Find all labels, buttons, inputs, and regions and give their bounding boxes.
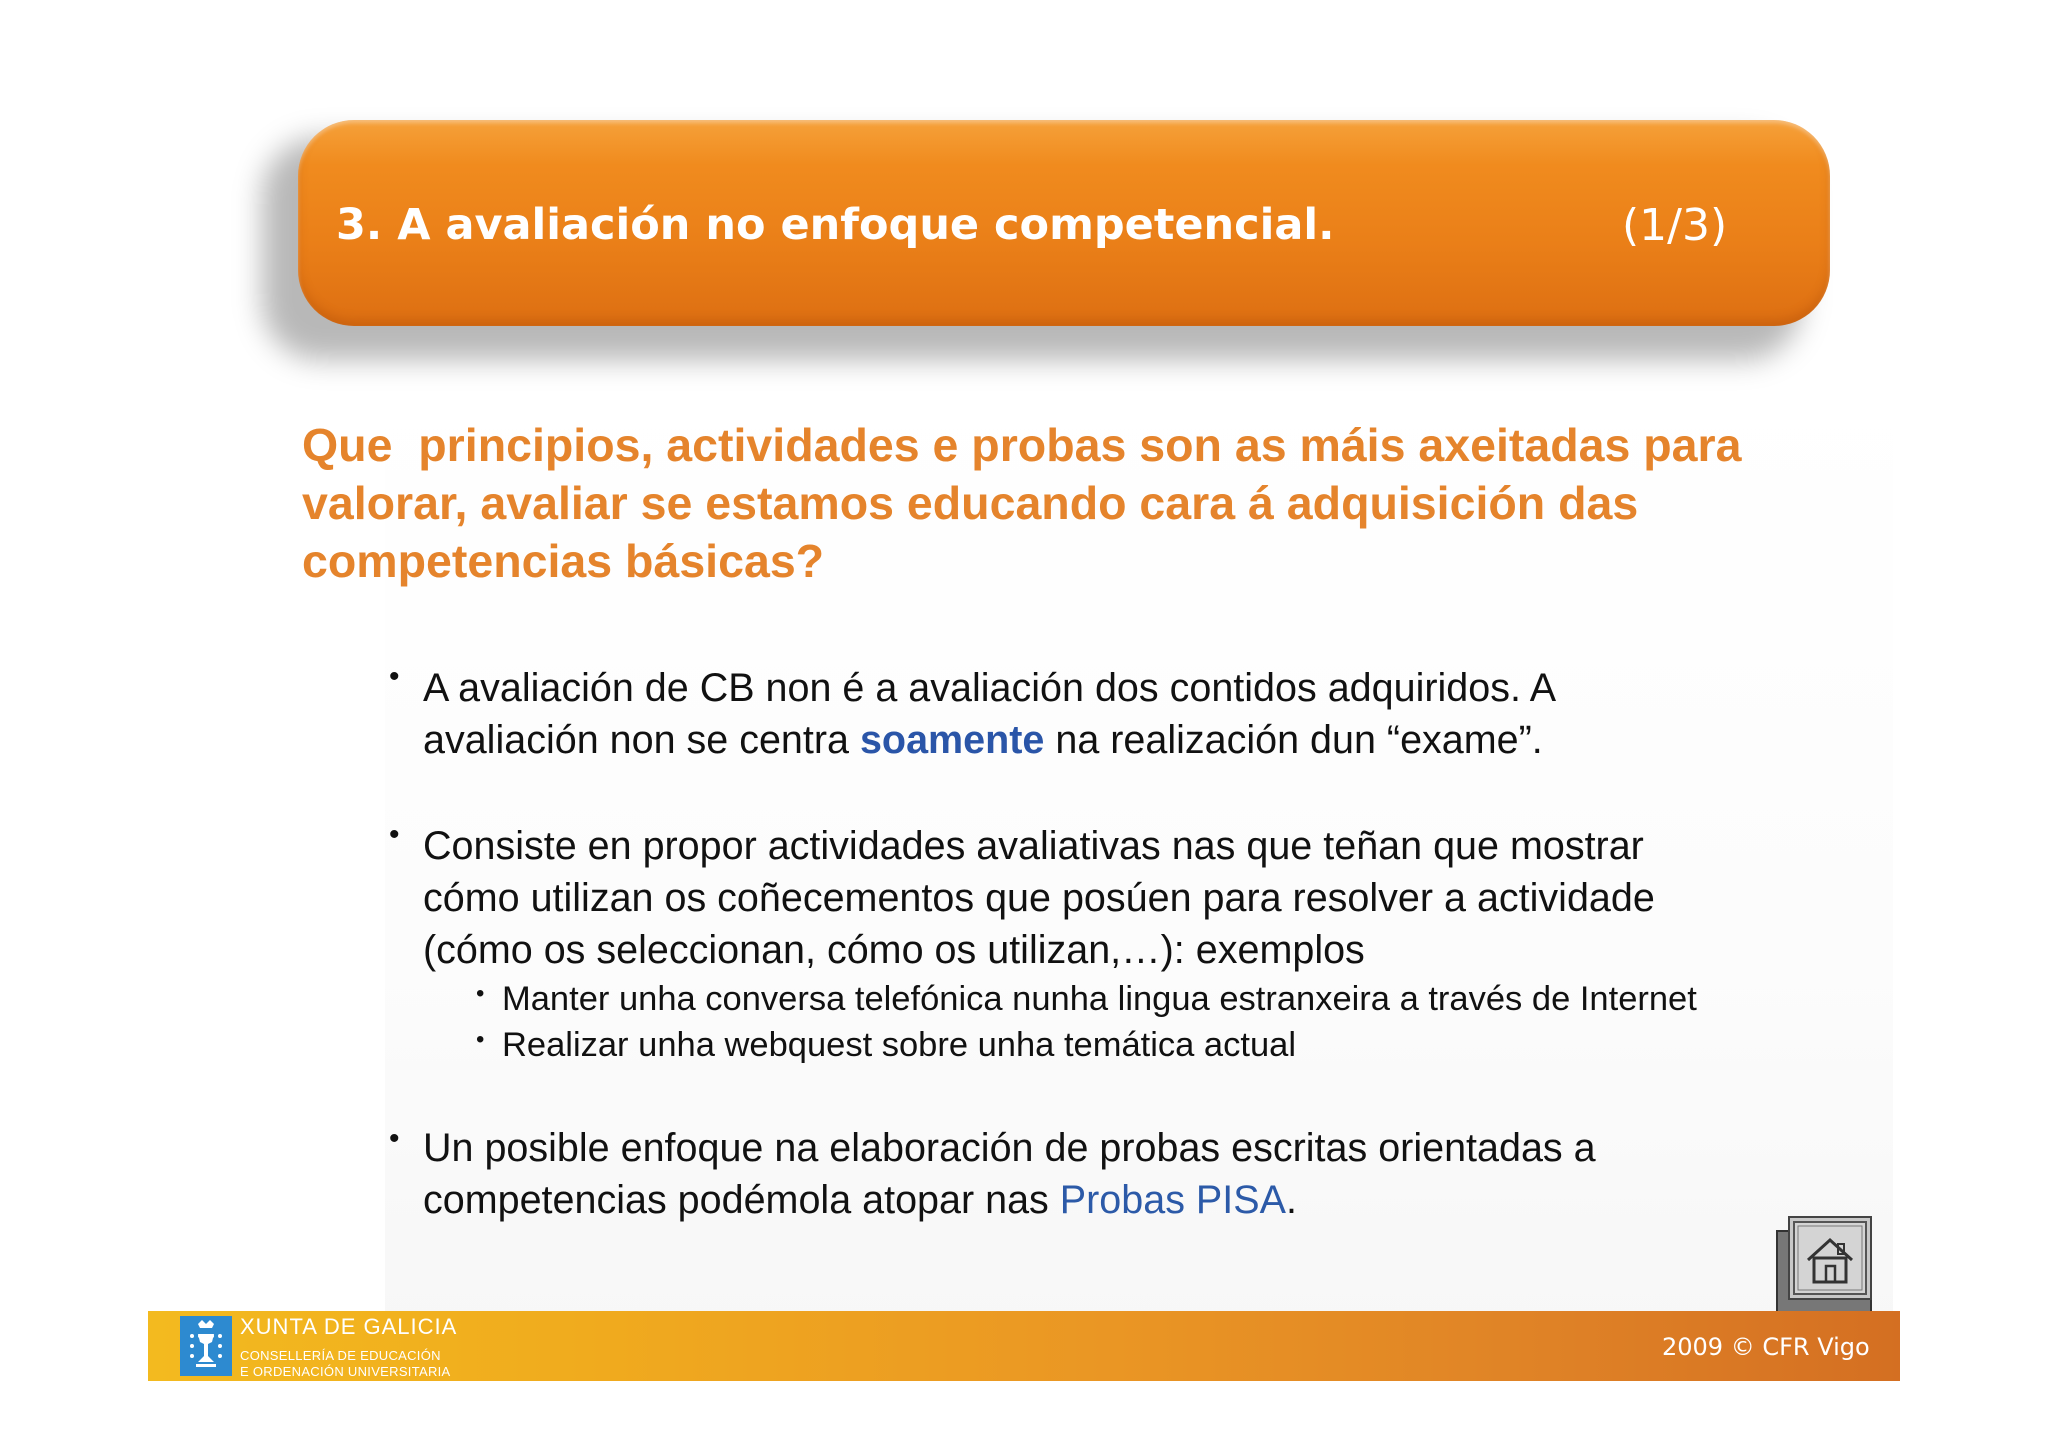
home-icon bbox=[1790, 1218, 1870, 1298]
bullet-text: Un posible enfoque na elaboración de probas escritas orientadas a bbox=[423, 1126, 1596, 1170]
sub-bullet-item: Manter unha conversa telefónica nunha lingua estranxeira a través de Internet bbox=[502, 980, 1697, 1018]
bullet-item bbox=[423, 1122, 1596, 1226]
bullet-text-part: na realización dun “exame”. bbox=[1044, 718, 1543, 762]
bullet-text: (cómo os seleccionan, cómo os utilizan,…): exemplos bbox=[423, 928, 1365, 972]
bullet-marker: • bbox=[389, 660, 400, 693]
sub-bullet-marker: • bbox=[476, 980, 485, 1007]
probas-pisa-link[interactable]: Probas PISA bbox=[1059, 1178, 1286, 1222]
question-line: Que principios, actividades e probas son as máis axeitadas para bbox=[302, 419, 1742, 471]
bullet-text: A avaliación de CB non é a avaliación dos contidos adquiridos. A bbox=[423, 666, 1557, 710]
bullet-item bbox=[423, 820, 1655, 976]
slide-question bbox=[302, 416, 1862, 590]
bullet-text: Consiste en propor actividades avaliativas nas que teñan que mostrar bbox=[423, 824, 1644, 868]
bullet-marker: • bbox=[389, 1122, 400, 1155]
bullet-text bbox=[423, 1174, 1596, 1226]
footer-copyright: 2009 © CFR Vigo bbox=[1662, 1333, 1870, 1361]
slide-page-indicator: (1/3) bbox=[1622, 200, 1728, 251]
galicia-coat-of-arms-icon bbox=[180, 1316, 232, 1376]
question-line: valorar, avaliar se estamos educando cara á adquisición das bbox=[302, 477, 1639, 529]
sub-bullet-item: Realizar unha webquest sobre unha temática actual bbox=[502, 1026, 1296, 1064]
logo-title: XUNTA DE GALICIA bbox=[240, 1314, 458, 1339]
emphasis-soamente: soamente bbox=[859, 718, 1045, 762]
bullet-marker: • bbox=[389, 818, 400, 851]
question-line: competencias básicas? bbox=[302, 535, 825, 587]
home-button[interactable] bbox=[1788, 1216, 1872, 1300]
bullet-text bbox=[423, 714, 1556, 766]
logo-subtitle: CONSELLERÍA DE EDUCACIÓN bbox=[240, 1348, 441, 1363]
sub-bullet-marker: • bbox=[476, 1026, 485, 1053]
bullet-text-part: . bbox=[1285, 1178, 1297, 1222]
slide-title: 3. A avaliación no enfoque competencial. bbox=[336, 200, 1335, 250]
bullet-text-part: competencias podémola atopar nas bbox=[423, 1178, 1060, 1222]
bullet-text: cómo utilizan os coñecementos que posúen para resolver a actividade bbox=[423, 876, 1655, 920]
logo-subtitle: E ORDENACIÓN UNIVERSITARIA bbox=[240, 1364, 451, 1379]
bullet-item bbox=[423, 662, 1556, 766]
bullet-text-part: avaliación non se centra bbox=[423, 718, 860, 762]
